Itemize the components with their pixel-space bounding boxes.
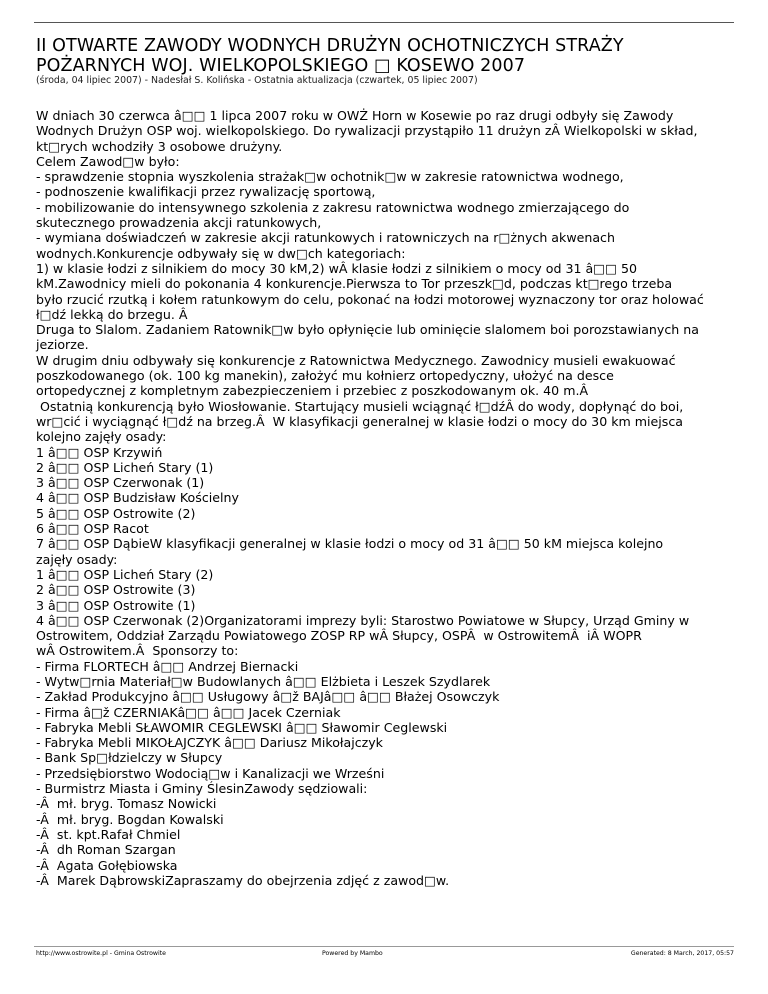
article-line: Ostrowitem, Oddział Zarządu Powiatowego ZOSP RP wÂ Słupcy, OSPÂ w OstrowitemÂ iÂ WOPR: [36, 628, 642, 644]
article-line: - Bank Sp□łdzielczy w Słupcy: [36, 750, 223, 766]
article-line: kt□rych wchodziły 3 osobowe drużyny.: [36, 138, 283, 154]
article-line: -Â Agata Gołębiowska: [36, 857, 178, 873]
article-line: 6 â□□ OSP Racot: [36, 521, 149, 537]
article-line: wr□cić i wyciągnąć ł□dź na brzeg.Â W klasyfikacji generalnej w klasie łodzi o mocy do 30 km miejsca: [36, 413, 683, 429]
bottom-rule: [34, 946, 734, 947]
article-line: Druga to Slalom. Zadaniem Ratownik□w było opłynięcie lub ominięcie slalomem boi porozstawianych na: [36, 322, 699, 338]
article-line: kolejno zajęły osady:: [36, 429, 167, 445]
article-line: wodnych.Konkurencje odbywały się w dw□ch kategoriach:: [36, 245, 406, 261]
footer-generated-date: Generated: 8 March, 2017, 05:57: [630, 950, 734, 957]
article-line: - Przedsiębiorstwo Wodocią□w i Kanalizacji we Wrześni: [36, 765, 385, 781]
article-line: 4 â□□ OSP Budzisław Kościelny: [36, 490, 239, 506]
article-line: - mobilizowanie do intensywnego szkolenia z zakresu ratownictwa wodnego zmierzającego do: [36, 199, 630, 215]
article-line: 3 â□□ OSP Czerwonak (1): [36, 475, 205, 491]
article-line: -Â mł. bryg. Tomasz Nowicki: [36, 796, 217, 812]
article-title: [36, 36, 736, 76]
article-line: Ostatnią konkurencją było Wiosłowanie. Startujący musieli wciągnąć ł□dźÂ do wody, dopłynąć do boi,: [36, 398, 684, 414]
article-line: - Firma â□ž CZERNIAKâ□□ â□□ Jacek Czerniak: [36, 704, 341, 720]
footer-site-link[interactable]: http://www.ostrowite.pl - Gmina Ostrowite: [36, 950, 166, 957]
article-line: ortopedycznej z kompletnym zabezpieczeniem i przebiec z poszkodowanym ok. 40 m.Â: [36, 383, 589, 399]
article-line: 5 â□□ OSP Ostrowite (2): [36, 505, 196, 521]
article-line: - Zakład Produkcyjno â□□ Usługowy â□ž BAJâ□□ â□□ Błażej Osowczyk: [36, 689, 500, 705]
article-line: - Fabryka Mebli MIKOŁAJCZYK â□□ Dariusz Mikołajczyk: [36, 735, 383, 751]
article-line: 2 â□□ OSP Licheń Stary (1): [36, 459, 214, 475]
article-line: - wymiana doświadczeń w zakresie akcji ratunkowych i ratowniczych na r□żnych akwenach: [36, 230, 615, 246]
article-body: [36, 108, 746, 888]
article-line: - Fabryka Mebli SŁAWOMIR CEGLEWSKI â□□ Sławomir Ceglewski: [36, 719, 448, 735]
article-line: jeziorze.: [36, 337, 89, 353]
article-line: skutecznego prowadzenia akcji ratunkowych,: [36, 215, 322, 231]
article-line: Wodnych Drużyn OSP woj. wielkopolskiego. Do rywalizacji przystąpiło 11 drużyn zÂ Wielkopolski w skład,: [36, 123, 698, 139]
article-line: 3 â□□ OSP Ostrowite (1): [36, 597, 196, 613]
article-line: - Burmistrz Miasta i Gminy ŚlesinZawody sędziowali:: [36, 781, 368, 797]
article-line: poszkodowanego (ok. 100 kg manekin), założyć mu kołnierz ortopedyczny, ułożyć na desce: [36, 368, 614, 384]
article-line: - Wytw□rnia Materiał□w Budowlanych â□□ Elżbieta i Leszek Szydlarek: [36, 673, 491, 689]
article-line: ł□dź lekką do brzegu. Â: [36, 306, 188, 322]
article-line: zajęły osady:: [36, 551, 118, 567]
article-line: 1 â□□ OSP Licheń Stary (2): [36, 566, 214, 582]
article-line: - Firma FLORTECH â□□ Andrzej Biernacki: [36, 658, 299, 674]
title-line-1: II OTWARTE ZAWODY WODNYCH DRUŻYN OCHOTNICZYCH STRAŻY: [36, 36, 624, 56]
top-rule: [34, 22, 734, 23]
article-line: - podnoszenie kwalifikacji przez rywalizację sportową,: [36, 184, 376, 200]
article-line: 2 â□□ OSP Ostrowite (3): [36, 582, 196, 598]
title-line-2: POŻARNYCH WOJ. WIELKOPOLSKIEGO □ KOSEWO 2007: [36, 56, 526, 76]
article-line: 4 â□□ OSP Czerwonak (2)Organizatorami imprezy byli: Starostwo Powiatowe w Słupcy, Urząd Gminy w: [36, 612, 690, 628]
article-line: 7 â□□ OSP DąbieW klasyfikacji generalnej w klasie łodzi o mocy od 31 â□□ 50 kM miejsca kolejno: [36, 536, 664, 552]
article-line: -Â st. kpt.Rafał Chmiel: [36, 826, 181, 842]
article-meta: (środa, 04 lipiec 2007) - Nadesłał S. Kolińska - Ostatnia aktualizacja (czwartek, 05 lipiec 2007): [36, 75, 478, 86]
footer-powered-by: Powered by Mambo: [322, 950, 383, 957]
article-line: było rzucić rzutką i kołem ratunkowym do celu, pokonać na łodzi motorowej wyznaczony tor oraz holować: [36, 291, 704, 307]
article-line: W dniach 30 czerwca â□□ 1 lipca 2007 roku w OWŻ Horn w Kosewie po raz drugi odbyły się Zawody: [36, 108, 674, 123]
article-line: W drugim dniu odbywały się konkurencje z Ratownictwa Medycznego. Zawodnicy musieli ewakuować: [36, 352, 676, 368]
article-line: -Â dh Roman Szargan: [36, 842, 176, 858]
article-line: -Â mł. bryg. Bogdan Kowalski: [36, 811, 224, 827]
article-line: Celem Zawod□w było:: [36, 153, 180, 169]
article-line: -Â Marek DąbrowskiZapraszamy do obejrzenia zdjęć z zawod□w.: [36, 872, 450, 888]
article-line: wÂ Ostrowitem.Â Sponsorzy to:: [36, 643, 239, 659]
article-line: - sprawdzenie stopnia wyszkolenia strażak□w ochotnik□w w zakresie ratownictwa wodnego,: [36, 169, 624, 185]
article-line: 1 â□□ OSP Krzywiń: [36, 444, 163, 460]
article-line: 1) w klasie łodzi z silnikiem do mocy 30 kM,2) wÂ klasie łodzi z silnikiem o mocy od 31 â□□ 50: [36, 260, 638, 276]
article-line: kM.Zawodnicy mieli do pokonania 4 konkurencje.Pierwsza to Tor przeszk□d, podczas kt□rego trzeba: [36, 276, 673, 292]
